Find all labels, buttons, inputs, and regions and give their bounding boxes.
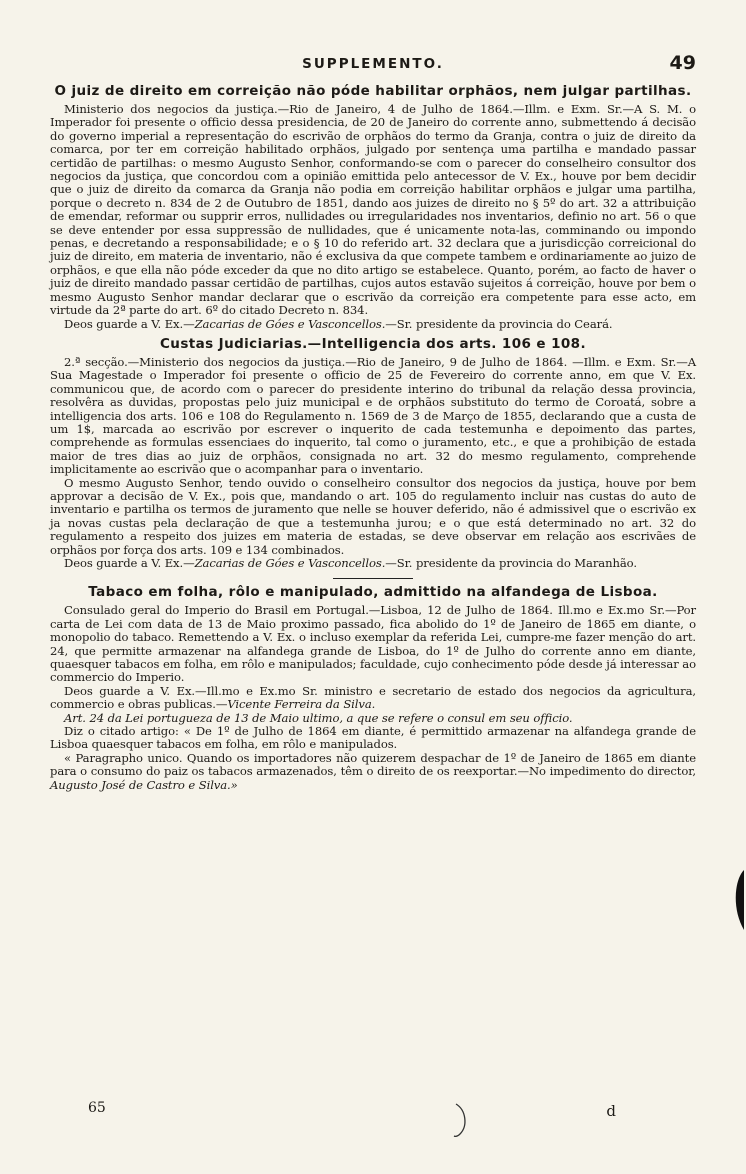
signature-mark: 65 [88,1100,106,1116]
closing-suffix: —Sr. presidente da provincia do Maranhão. [385,556,637,570]
section-heading: Custas Judiciarias.—Intelligencia dos arts. 106 e 108. [160,335,586,352]
paragraph: Ministerio dos negocios da justiça.—Rio de Janeiro, 4 de Julho de 1864.—Illm. e Exm. Sr.—A S. M. o Imperador foi presente o officio dessa presidencia, de 20 de Janeiro do corrente anno, submettendo á decisão do governo imperial a representação do escrivão de orphãos do termo da Granja, contra o juiz de direito da comarca, por ter em correição habilitado orphãos, julgado por sentença uma partilha e mandado passar certidão de partilhas: o mesmo Augusto Senhor, conformando-se com o parecer do conselheiro consultor dos negocios da justiça, que concordou com a opinião emittida pelo antecessor de V. Ex., houve por bem decidir que o juiz de direito da comarca da Granja não podia em correição habilitar orphãos e julgar uma partilha, porque o decreto n. 834 de 2 de Outubro de 1851, dando aos juizes de direito no § 5º do art. 32 a attribuição de emendar, reformar ou supprir erros, nullidades ou irregularidades nos inventarios, definio no art. 56 o que se deve entender por essa suppressão de nullidades, que é unicamente nota-las, comminando ou impondo penas, e decretando a responsabilidade; e o § 10 do referido art. 32 declara que a jurisdicção correicional do juiz de direito, em materia de inventario, não é exclusiva da que compete tambem e ordinariamente ao juizo de orphãos, e que ella não póde exceder da que no dito artigo se estabelece. Quanto, porém, ao facto de haver o juiz de direito mandado passar certidão de partilhas, cujos autos estavão sujeitos á correição, houve por bem o mesmo Augusto Senhor mandar declarar que o escrivão da correição era competente para esse acto, em virtude da 2ª parte do art. 6º do citado Decreto n. 834. [50,102,696,318]
paragraph: O mesmo Augusto Senhor, tendo ouvido o conselheiro consultor dos negocios da justiça, houve por bem approvar a decisão de V. Ex., pois que, mandando o art. 105 do regulamento incluir nas custas do auto de inventario e partilha os termos de juramento que nelle se houver deferido, não é admissivel que o escrivão ex ja novas custas pela declaração de que a testemunha jurou; e o que está determinado no art. 32 do regulamento a respeito dos juizes em materia de estadas, se deve observar em relação aos escrivães de orphãos por força dos arts. 109 e 134 combinados. [50,475,696,557]
paragraph: Consulado geral do Imperio do Brasil em Portugal.—Lisboa, 12 de Julho de 1864. Ill.mo e Ex.mo Sr.—Por carta de Lei com data de 13 de Maio proximo passado, fica abolido do 1º de Janeiro de 1865 em diante, o monopolio do tabaco. Remettendo a V. Ex. o incluso exemplar da referida Lei, cumpre-me fazer menção do art. 24, que permitte armazenar na alfandega grande de Lisboa, do 1º de Julho do corrente anno em diante, quaesquer tabacos em folha, em rôlo e manipulados; faculdade, cujo conhecimento póde desde já interessar ao commercio do Imperio. [50,603,696,685]
closing-prefix: Deos guarde a V. Ex.— [64,316,195,331]
closing [50,318,696,331]
closing-prefix: Deos guarde a V. Ex.—Ill.mo e Ex.mo Sr. ministro e secretario de estado dos negocios da agricultura, commercio e obras publicas.— [50,683,696,712]
paragraph: 2.ª secção.—Ministerio dos negocios da justiça.—Rio de Janeiro, 9 de Julho de 1864. —Illm. e Exm. Sr.—A Sua Magestade o Imperador foi presente o officio de 25 de Fevereiro do corrente anno, em que V. Ex. communicou que, de acordo com o parecer do presidente interino do tribunal da relação dessa provincia, resolvêra as duvidas, propostas pelo juiz municipal e de orphãos substituto do termo de Coroatá, sobre a intelligencia dos arts. 106 e 108 do Regulamento n. 1569 de 3 de Março de 1855, declarando que a custa de um 1$, marcada ao escrivão por escrever o inquerito de cada testemunha e depoimento das partes, comprehende as formulas essenciaes do inquerito, tal como o juramento, etc., e que a prohibição de estada maior de tres dias ao juiz de orphãos, consignada no art. 32 do mesmo regulamento, comprehende implicitamente ao escrivão que o acompanhar para o inventario. [50,354,696,477]
closing-suffix: —Sr. presidente da provincia do Ceará. [385,316,613,331]
closing-prefix: Deos guarde a V. Ex.— [64,556,195,570]
article-reference: Art. 24 da Lei portugueza de 13 de Maio ultimo, a que se refere o consul em seu officio. [64,710,573,725]
closing-signature: Vicente Ferreira da Silva. [227,697,376,712]
closing-signature: Zacarias de Góes e Vasconcellos. [194,556,386,570]
section-divider [333,578,413,579]
quote-paragraph [50,752,696,792]
quote-paragraph: Diz o citado artigo: « De 1º de Julho de 1864 em diante, é permittido armazenar na alfandega grande de Lisboa quaesquer tabacos em folha, em rôlo e manipulados. [50,724,696,752]
running-head [50,50,696,78]
gathering-letter: d [606,1102,616,1120]
section-tabaco [50,585,696,792]
quote-signature: Augusto José de Castro e Silva.» [50,777,238,792]
section-juiz-de-direito [50,84,696,331]
document-page [50,50,696,1140]
closing [50,685,696,712]
section-heading: Tabaco em folha, rôlo e manipulado, admittido na alfandega de Lisboa. [88,584,658,601]
running-title: SUPPLEMENTO. [302,56,444,72]
closing [50,557,696,570]
page-edge-shadow-icon [730,870,744,930]
page-footer [50,1100,696,1140]
page-number: 49 [669,52,696,74]
handwritten-mark-icon [450,1100,474,1140]
section-custas-judiciarias [50,337,696,580]
section-heading: O juiz de direito em correição não póde habilitar orphãos, nem julgar partilhas. [54,83,692,99]
closing-signature: Zacarias de Góes e Vasconcellos. [194,316,386,331]
quote-text: « Paragrapho unico. Quando os importadores não quizerem despachar de 1º de Janeiro de 1865 em diante para o consumo do paiz os tabacos armazenados, têm o direito de os reexportar.—No impedimento do director, [50,750,696,779]
